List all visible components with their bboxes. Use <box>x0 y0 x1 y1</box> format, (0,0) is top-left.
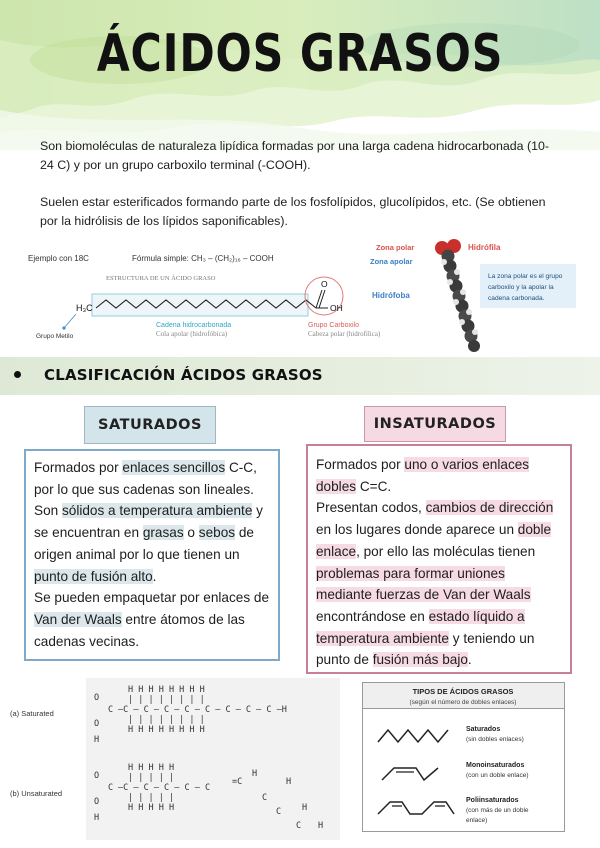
svg-text:H H H H H: H H H H H <box>128 803 175 813</box>
svg-text:=C: =C <box>232 777 243 787</box>
carboxyl-label: Grupo Carboxilo <box>308 322 359 329</box>
methyl-label: Grupo Metilo <box>36 333 74 340</box>
types-title: TIPOS DE ÁCIDOS GRASOS <box>412 687 514 696</box>
unsaturated-label: (b) Unsaturated <box>10 789 63 798</box>
svg-text:O: O <box>94 771 100 781</box>
type-mono-desc: (con un doble enlace) <box>466 772 529 779</box>
svg-text:H: H <box>286 777 292 787</box>
carboxyl-sublabel: Cabeza polar (hidrofílica) <box>308 330 381 338</box>
hydrophilic-label: Hidrófila <box>468 243 501 252</box>
saturados-description: Formados por enlaces sencillos C-C, por lo que sus cadenas son lineales. Son sólidos a temperatura ambiente y se encuentran en grasas o sebos de origen animal por lo que tienen un punto de fusión alto. Se pueden empaquetar por enlaces de Van der Waals entre átomos de las cadenas vecinas. <box>24 449 280 661</box>
svg-text:O: O <box>94 693 100 703</box>
fatty-acid-model-figure <box>364 236 586 356</box>
polar-zone-label: Zona polar <box>376 243 415 252</box>
saturated-label: (a) Saturated <box>10 709 54 718</box>
svg-text:| | | | | | | |: | | | | | | | | <box>128 695 205 705</box>
insaturados-description: Formados por uno o varios enlaces dobles C=C. Presentan codos, cambios de dirección en los lugares donde aparece un doble enlace, por ello las moléculas tienen problemas para formar uniones mediante fuerzas de Van der Waals encontrándose en estado líquido a temperatura ambiente y teniendo un punto de fusión más bajo. <box>306 444 572 674</box>
type-saturated-name: Saturados <box>466 726 501 733</box>
intro-paragraph-1: Son biomoléculas de naturaleza lipídica formadas por una larga cadena hidrocarbonada (10-24 C) y por un grupo carboxilo terminal (-COOH). <box>40 139 550 172</box>
apolar-zone-label: Zona apolar <box>370 257 413 266</box>
chain-label: Cadena hidrocarbonada <box>156 322 232 329</box>
space-filling-model <box>435 239 480 352</box>
svg-text:O: O <box>94 719 100 729</box>
page-title: ÁCIDOS GRASOS <box>96 24 504 84</box>
svg-text:| | | | |: | | | | | <box>128 793 175 803</box>
structure-caption: ESTRUCTURA DE UN ÁCIDO GRASO <box>106 275 216 282</box>
svg-text:H H H H H: H H H H H <box>128 763 175 773</box>
fatty-acid-types-figure <box>362 682 565 832</box>
section-header <box>0 357 600 395</box>
svg-text:C: C <box>296 821 302 831</box>
svg-text:–C – C – C – C – C – C – C – C: –C – C – C – C – C – C – C – C –H <box>118 705 287 715</box>
svg-text:C: C <box>108 705 114 715</box>
types-subtitle: (según el número de dobles enlaces) <box>409 699 517 706</box>
bullet-icon <box>14 371 21 378</box>
oh-label: OH <box>330 303 343 313</box>
type-poly-desc-1: (con más de un doble <box>466 807 529 814</box>
type-mono-name: Monoinsaturados <box>466 762 525 769</box>
svg-text:H H H H H H H H: H H H H H H H H <box>128 685 205 695</box>
svg-text:O: O <box>94 797 100 807</box>
type-saturated-desc: (sin dobles enlaces) <box>466 736 524 743</box>
svg-text:C: C <box>276 807 282 817</box>
example-label: Ejemplo con 18C <box>28 254 89 263</box>
model-note-line-1: La zona polar es el grupo <box>488 273 563 280</box>
svg-text:H: H <box>252 769 258 779</box>
oxygen-label: O <box>321 279 328 289</box>
simple-formula: Fórmula simple: CH₃ – (CH₂)₁₆ – COOH <box>132 254 274 263</box>
insaturados-heading: INSATURADOS <box>364 406 506 442</box>
svg-text:H: H <box>302 803 308 813</box>
svg-text:C: C <box>108 783 114 793</box>
intro-paragraph-2: Suelen estar esterificados formando parte de los fosfolípidos, glucolípidos, etc. (Se obtienen por la hidrólisis de los lípidos saponificables). <box>40 195 546 228</box>
hydrophobic-label: Hidrófoba <box>372 291 410 300</box>
fatty-acid-structure-figure <box>22 250 381 346</box>
type-poly-desc-2: enlace) <box>466 817 488 824</box>
model-note-line-3: cadena carbonada. <box>488 295 545 302</box>
chain-sublabel: Cola apolar (hidrofóbica) <box>156 330 228 338</box>
svg-text:H: H <box>318 821 324 831</box>
saturados-heading: SATURADOS <box>84 406 216 444</box>
section-title: CLASIFICACIÓN ÁCIDOS GRASOS <box>44 366 323 384</box>
svg-text:H H H H H H H H: H H H H H H H H <box>128 725 205 735</box>
svg-text:| | | | |: | | | | | <box>128 773 175 783</box>
svg-text:C: C <box>262 793 268 803</box>
svg-text:–C – C – C – C – C: –C – C – C – C – C <box>118 783 211 793</box>
model-note-line-2: carboxilo y la apolar la <box>488 284 554 291</box>
svg-text:| | | | | | | |: | | | | | | | | <box>128 715 205 725</box>
type-poly-name: Poliinsaturados <box>466 797 519 804</box>
h3c-label: H₃C <box>76 303 93 313</box>
structural-formulas-figure <box>6 678 340 840</box>
svg-text:H: H <box>94 735 100 745</box>
svg-text:H: H <box>94 813 100 823</box>
